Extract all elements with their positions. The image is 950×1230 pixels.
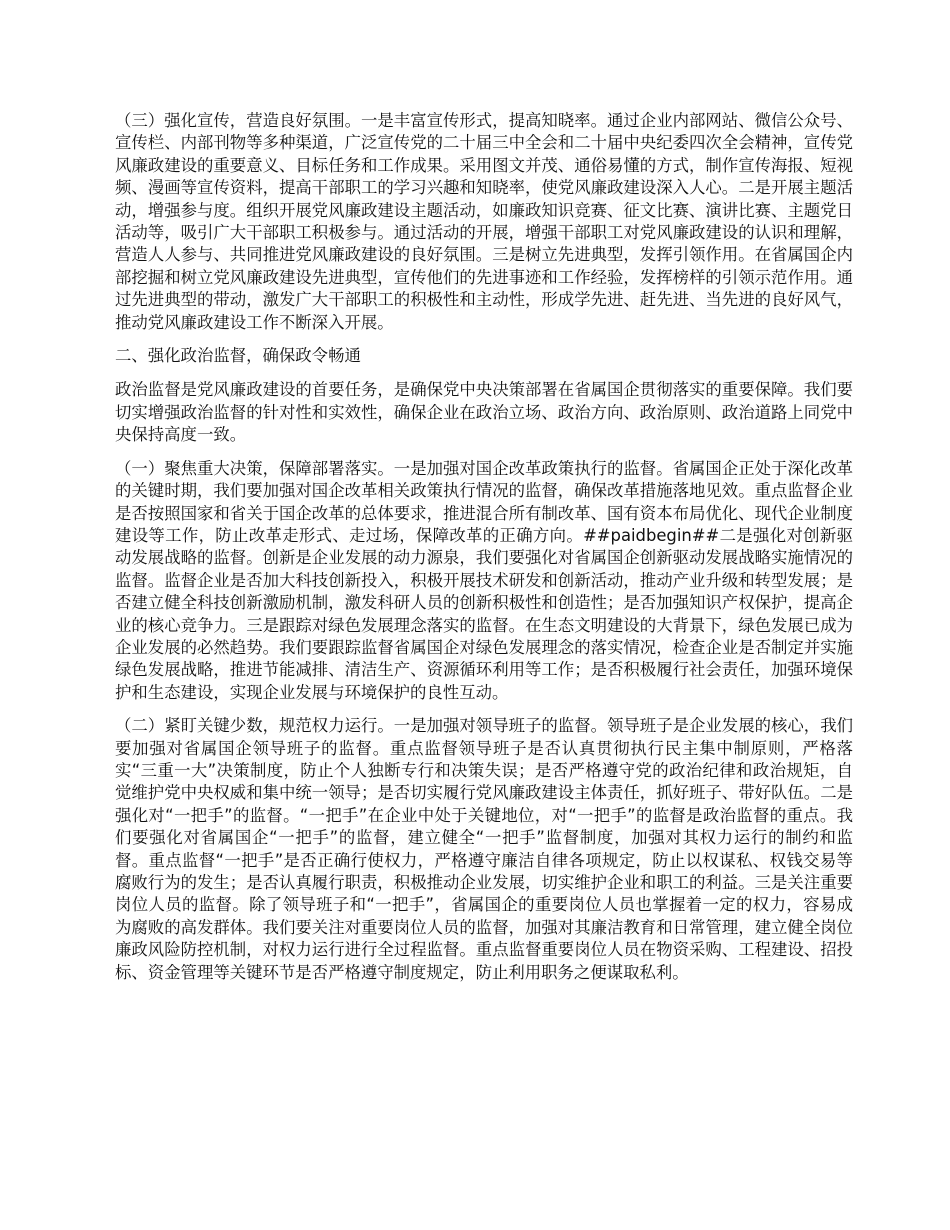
paragraph-major-decisions: （一）聚焦重大决策，保障部署落实。一是加强对国企改革政策执行的监督。省属国企正处于深化改革的关键时期，我们要加强对国企改革相关政策执行情况的监督，确保改革措施落地见效。重点监督企业是否按照国家和省关于国企改革的总体要求，推进混合所有制改革、国有资本布局优化、现代企业制度建设等工作，防止改革走形式、走过场，保障改革的正确方向。##paidbegin##二是强化对创新驱动发展战略的监督。创新是企业发展的动力源泉，我们要强化对省属国企创新驱动发展战略实施情况的监督。监督企业是否加大科技创新投入，积极开展技术研发和创新活动，推动产业升级和转型发展；是否建立健全科技创新激励机制，激发科研人员的创新积极性和创造性；是否加强知识产权保护，提高企业的核心竞争力。三是跟踪对绿色发展理念落实的监督。在生态文明建设的大背景下，绿色发展已成为企业发展的必然趋势。我们要跟踪监督省属国企对绿色发展理念的落实情况，检查企业是否制定并实施绿色发展战略，推进节能减排、清洁生产、资源循环利用等工作；是否积极履行社会责任，加强环境保护和生态建设，实现企业发展与环境保护的良性互动。 — [115, 458, 853, 702]
section-heading: 二、强化政治监督，确保政令畅通 — [115, 346, 361, 366]
paragraph-political-supervision: 政治监督是党风廉政建设的首要任务，是确保党中央决策部署在省属国企贯彻落实的重要保障。我们要切实增强政治监督的针对性和实效性，确保企业在政治立场、政治方向、政治原则、政治道路上同党中央保持高度一致。 — [115, 380, 853, 445]
paragraph-key-minority: （二）紧盯关键少数，规范权力运行。一是加强对领导班子的监督。领导班子是企业发展的核心，我们要加强对省属国企领导班子的监督。重点监督领导班子是否认真贯彻执行民主集中制原则，严格落实“三重一大”决策制度，防止个人独断专行和决策失误；是否严格遵守党的政治纪律和政治规矩，自觉维护党中央权威和集中统一领导；是否切实履行党风廉政建设主体责任，抓好班子、带好队伍。二是强化对“一把手”的监督。“一把手”在企业中处于关键地位，对“一把手”的监督是政治监督的重点。我们要强化对省属国企“一把手”的监督，建立健全“一把手”监督制度，加强对其权力运行的制约和监督。重点监督“一把手”是否正确行使权力，严格遵守廉洁自律各项规定，防止以权谋私、权钱交易等腐败行为的发生；是否认真履行职责，积极推动企业发展，切实维护企业和职工的利益。三是关注重要岗位人员的监督。除了领导班子和“一把手”，省属国企的重要岗位人员也掌握着一定的权力，容易成为腐败的高发群体。我们要关注对重要岗位人员的监督，加强对其廉洁教育和日常管理，建立健全岗位廉政风险防控机制，对权力运行进行全过程监督。重点监督重要岗位人员在物资采购、工程建设、招投标、资金管理等关键环节是否严格遵守制度规定，防止利用职务之便谋取私利。 — [115, 716, 853, 982]
document-body — [115, 110, 853, 995]
paragraph-publicity: （三）强化宣传，营造良好氛围。一是丰富宣传形式，提高知晓率。通过企业内部网站、微信公众号、宣传栏、内部刊物等多种渠道，广泛宣传党的二十届三中全会和二十届中央纪委四次全会精神，宣传党风廉政建设的重要意义、目标任务和工作成果。采用图文并茂、通俗易懂的方式，制作宣传海报、短视频、漫画等宣传资料，提高干部职工的学习兴趣和知晓率，使党风廉政建设深入人心。二是开展主题活动，增强参与度。组织开展党风廉政建设主题活动，如廉政知识竞赛、征文比赛、演讲比赛、主题党日活动等，吸引广大干部职工积极参与。通过活动的开展，增强干部职工对党风廉政建设的认识和理解，营造人人参与、共同推进党风廉政建设的良好氛围。三是树立先进典型，发挥引领作用。在省属国企内部挖掘和树立党风廉政建设先进典型，宣传他们的先进事迹和工作经验，发挥榜样的引领示范作用。通过先进典型的带动，激发广大干部职工的积极性和主动性，形成学先进、赶先进、当先进的良好风气，推动党风廉政建设工作不断深入开展。 — [115, 111, 853, 332]
